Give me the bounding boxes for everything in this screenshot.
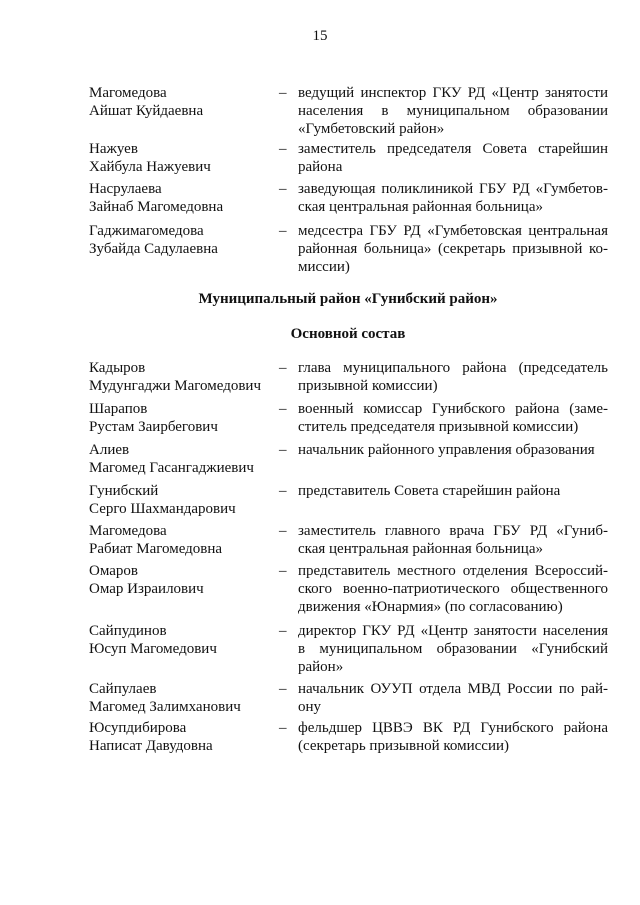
dash: – — [279, 681, 287, 697]
member-name — [89, 359, 279, 395]
member-role — [298, 359, 608, 395]
member-surname: Омаров — [89, 563, 138, 579]
member-role — [298, 222, 608, 276]
role-line: заведующая поликлиникой ГБУ РД «Гумбетов- — [298, 181, 608, 197]
main-composition-heading: Основной состав — [290, 326, 406, 342]
member-name — [89, 441, 279, 477]
role-line: призывной комиссии) — [298, 378, 438, 394]
member-given-name: Магомед Гасангаджиевич — [89, 460, 254, 476]
member-role — [298, 680, 608, 716]
member-name — [89, 562, 279, 598]
member-surname: Магомедова — [89, 85, 167, 101]
page-number: 15 — [312, 28, 328, 44]
member-name — [89, 140, 279, 176]
member-given-name: Юсуп Магомедович — [89, 641, 217, 657]
role-line: миссии) — [298, 259, 350, 275]
member-role — [298, 562, 608, 616]
role-line: района — [298, 159, 343, 175]
role-line: ону — [298, 699, 322, 715]
dash: – — [279, 141, 287, 157]
role-line: глава муниципального района (председатель — [298, 360, 608, 376]
member-given-name: Зайнаб Магомедовна — [89, 199, 224, 215]
member-name — [89, 84, 279, 120]
role-line: заместитель главного врача ГБУ РД «Гуниб- — [298, 523, 608, 539]
dash: – — [279, 360, 287, 376]
dash: – — [279, 401, 287, 417]
role-line: ститель председателя призывной комиссии) — [298, 419, 579, 435]
dash: – — [279, 223, 287, 239]
dash: – — [279, 181, 287, 197]
member-role — [298, 622, 608, 676]
member-name — [89, 522, 279, 558]
role-line: в муниципальном образовании «Гунибский — [298, 641, 608, 657]
member-surname: Насрулаева — [89, 181, 162, 197]
member-role — [298, 140, 608, 176]
member-name — [89, 719, 279, 755]
member-given-name: Серго Шахмандарович — [89, 501, 236, 517]
role-line: движения «Юнармия» (по согласованию) — [298, 599, 563, 615]
role-line: (секретарь призывной комиссии) — [298, 738, 509, 754]
role-line: начальник районного управления образования — [298, 442, 595, 458]
dash: – — [279, 85, 287, 101]
role-line: ведущий инспектор ГКУ РД «Центр занятости — [298, 85, 608, 101]
member-given-name: Омар Израилович — [89, 581, 204, 597]
role-line: директор ГКУ РД «Центр занятости населения — [298, 623, 608, 639]
member-role — [298, 522, 608, 558]
role-line: «Гумбетовский район» — [298, 121, 445, 137]
role-line: ская центральная районная больница» — [298, 199, 543, 215]
member-surname: Юсупдибирова — [89, 720, 187, 736]
role-line: районная больница» (секретарь призывной ко- — [298, 241, 608, 257]
member-role — [298, 719, 608, 755]
member-name — [89, 400, 279, 436]
member-role — [298, 441, 608, 459]
role-line: заместитель председателя Совета старейшин — [298, 141, 608, 157]
member-given-name: Мудунгаджи Магомедович — [89, 378, 261, 394]
member-surname: Шарапов — [89, 401, 148, 417]
member-name — [89, 222, 279, 258]
member-surname: Сайпудинов — [89, 623, 167, 639]
role-line: представитель Совета старейшин района — [298, 483, 561, 499]
dash: – — [279, 563, 287, 579]
role-line: начальник ОУУП отдела МВД России по рай- — [298, 681, 608, 697]
member-given-name: Хайбула Нажуевич — [89, 159, 211, 175]
municipality-heading: Муниципальный район «Гунибский район» — [198, 291, 498, 307]
role-line: представитель местного отделения Всероссий- — [298, 563, 608, 579]
member-given-name: Написат Давудовна — [89, 738, 213, 754]
dash: – — [279, 720, 287, 736]
member-given-name: Магомед Залимханович — [89, 699, 241, 715]
dash: – — [279, 523, 287, 539]
member-given-name: Айшат Куйдаевна — [89, 103, 204, 119]
dash: – — [279, 623, 287, 639]
member-surname: Магомедова — [89, 523, 167, 539]
member-given-name: Зубайда Садулаевна — [89, 241, 218, 257]
member-given-name: Рабиат Магомедовна — [89, 541, 223, 557]
role-line: медсестра ГБУ РД «Гумбетовская центральная — [298, 223, 608, 239]
member-role — [298, 482, 608, 500]
role-line: фельдшер ЦВВЭ ВК РД Гунибского района — [298, 720, 608, 736]
member-name — [89, 622, 279, 658]
member-surname: Сайпулаев — [89, 681, 157, 697]
dash: – — [279, 442, 287, 458]
member-role — [298, 84, 608, 138]
dash: – — [279, 483, 287, 499]
member-name — [89, 680, 279, 716]
member-surname: Гунибский — [89, 483, 159, 499]
member-name — [89, 180, 279, 216]
member-given-name: Рустам Заирбегович — [89, 419, 218, 435]
member-surname: Кадыров — [89, 360, 146, 376]
role-line: ская центральная районная больница» — [298, 541, 543, 557]
member-role — [298, 180, 608, 216]
role-line: населения в муниципальном образовании — [298, 103, 608, 119]
member-role — [298, 400, 608, 436]
member-surname: Гаджимагомедова — [89, 223, 204, 239]
role-line: район» — [298, 659, 344, 675]
member-surname: Алиев — [89, 442, 130, 458]
role-line: военный комиссар Гунибского района (заме- — [298, 401, 608, 417]
member-name — [89, 482, 279, 518]
member-surname: Нажуев — [89, 141, 138, 157]
role-line: ского военно-патриотического общественного — [298, 581, 608, 597]
